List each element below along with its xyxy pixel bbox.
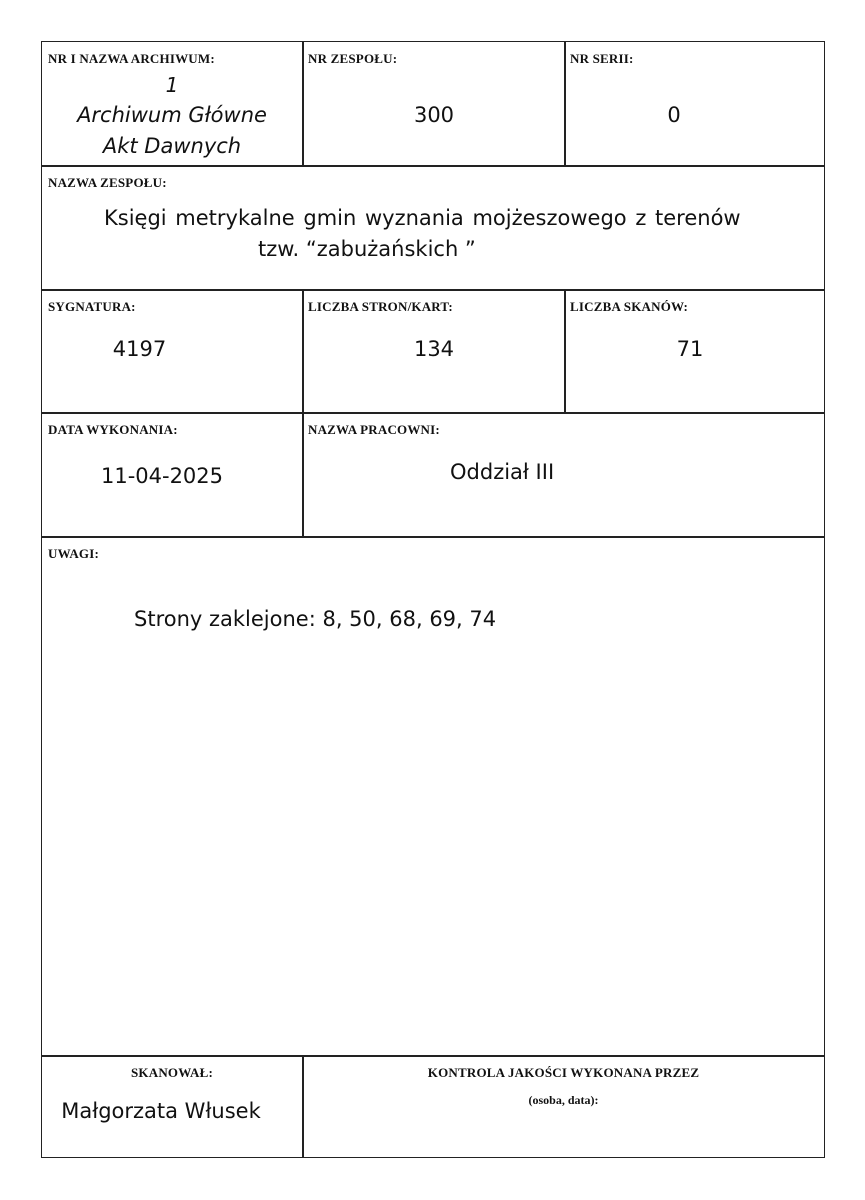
date-value: 11-04-2025 xyxy=(100,464,224,488)
scans-count-label: LICZBA SKANÓW: xyxy=(570,299,689,314)
fonds-number-value: 300 xyxy=(413,103,455,127)
row-divider xyxy=(42,536,824,538)
notes-value: Strony zaklejone: 8, 50, 68, 69, 74 xyxy=(134,607,497,631)
archive-number: 1 xyxy=(165,73,179,97)
scanned-by-label: SKANOWAŁ: xyxy=(131,1065,213,1080)
quality-control-sublabel: (osoba, data): xyxy=(528,1093,599,1107)
fonds-number-label: NR ZESPOŁU: xyxy=(308,51,398,66)
fonds-name-line1: Księgi metrykalne gmin wyznania mojżeszowego z terenów xyxy=(104,206,741,230)
notes-label: UWAGI: xyxy=(48,546,100,561)
date-label: DATA WYKONANIA: xyxy=(48,422,178,437)
series-number-label: NR SERII: xyxy=(570,51,634,66)
row-divider xyxy=(42,289,824,291)
scanned-by-value: Małgorzata Włusek xyxy=(61,1099,261,1123)
row-divider xyxy=(42,412,824,414)
fonds-name-line2: tzw. “zabużańskich ” xyxy=(258,237,476,261)
workshop-value: Oddział III xyxy=(450,460,555,484)
series-number-value: 0 xyxy=(667,103,681,127)
scans-count-value: 71 xyxy=(676,337,704,361)
workshop-label: NAZWA PRACOWNI: xyxy=(308,422,440,437)
archive-name-line1: Archiwum Główne xyxy=(77,103,267,127)
archive-label: NR I NAZWA ARCHIWUM: xyxy=(48,51,215,66)
row-divider xyxy=(42,1055,824,1057)
quality-control-label: KONTROLA JAKOŚCI WYKONANA PRZEZ xyxy=(427,1065,700,1080)
fonds-name-label: NAZWA ZESPOŁU: xyxy=(48,175,167,190)
archive-form xyxy=(41,41,825,1158)
column-divider xyxy=(302,412,304,537)
pages-count-value: 134 xyxy=(413,337,455,361)
row-divider xyxy=(42,165,824,167)
archive-name-line2: Akt Dawnych xyxy=(102,134,242,158)
pages-count-label: LICZBA STRON/KART: xyxy=(308,299,453,314)
signature-value: 4197 xyxy=(112,337,167,361)
signature-label: SYGNATURA: xyxy=(48,299,136,314)
